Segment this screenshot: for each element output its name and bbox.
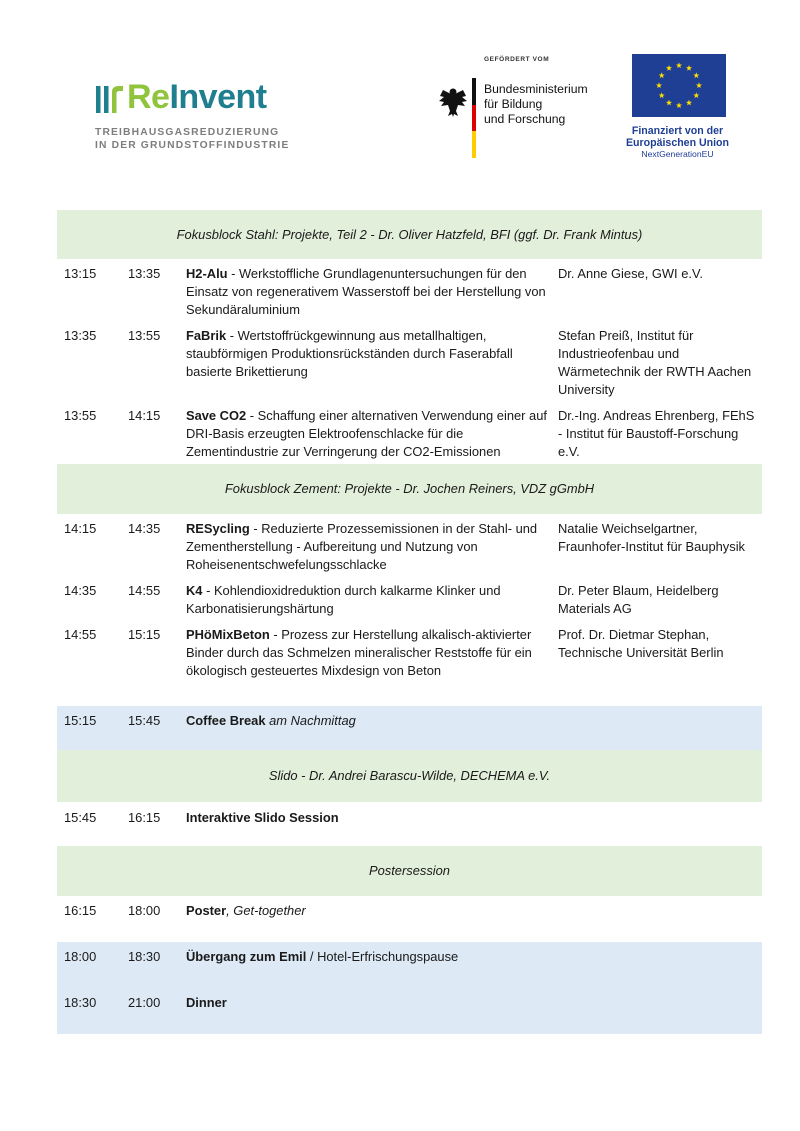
- eu-star-icon: [676, 62, 682, 68]
- block-header-slido: Slido - Dr. Andrei Barascu-Wilde, DECHEMA e.V.: [57, 750, 762, 802]
- eu-star-icon: [693, 72, 699, 78]
- eu-star-icon: [659, 72, 665, 78]
- row-start-time: 18:30: [64, 995, 97, 1010]
- row-start-time: 18:00: [64, 949, 97, 964]
- project-name: K4: [186, 583, 203, 598]
- row-title: [186, 327, 556, 407]
- project-name: PHöMixBeton: [186, 627, 270, 642]
- table-row: [57, 582, 762, 626]
- project-name: Save CO2: [186, 408, 247, 423]
- coffee-break-row: [57, 706, 762, 750]
- eu-logo: [620, 54, 735, 160]
- row-title: [186, 626, 556, 706]
- row-start-time: 14:15: [64, 521, 97, 536]
- block-header-stahl: Fokusblock Stahl: Projekte, Teil 2 - Dr. Oliver Hatzfeld, BFI (ggf. Dr. Frank Mintus): [57, 210, 762, 259]
- project-desc: - Reduzierte Prozessemissionen in der Stahl- und Zementherstellung - Aufbereitung und Nutzung von Roheisenentschwefelungsschlacke: [186, 521, 538, 572]
- project-desc: - Werkstoffliche Grundlagenuntersuchungen für den Einsatz von regenerativem Wasserstoff bei der Herstellung von Sekundäraluminium: [186, 266, 546, 317]
- eu-star-icon: [659, 92, 665, 98]
- block-header-poster: Postersession: [57, 846, 762, 896]
- poster-row: [57, 896, 762, 942]
- project-name: FaBrik: [186, 328, 227, 343]
- project-desc: - Kohlendioxidreduktion durch kalkarme Klinker und Karbonatisierungshärtung: [186, 583, 501, 616]
- row-speaker: Dr.-Ing. Andreas Ehrenberg, FEhS - Institut für Baustoff-Forschung e.V.: [558, 408, 755, 459]
- row-speaker: Natalie Weichselgartner, Fraunhofer-Institut für Bauphysik: [558, 521, 746, 554]
- eu-star-icon: [693, 92, 699, 98]
- row-end-time: 14:15: [128, 408, 161, 423]
- block-header-zement: Fokusblock Zement: Projekte - Dr. Jochen Reiners, VDZ gGmbH: [57, 464, 762, 514]
- row-title: [186, 407, 556, 464]
- reinvent-subtitle-1: TREIBHAUSGASREDUZIERUNG: [95, 127, 280, 138]
- row-end-time: 13:55: [128, 328, 161, 343]
- uebergang-title: Übergang zum Emil: [186, 949, 307, 964]
- slido-title: Interaktive Slido Session: [186, 810, 339, 825]
- row-title: [186, 994, 556, 1034]
- schedule-table: [57, 210, 762, 1034]
- row-title: [186, 712, 556, 750]
- bmbf-gefoerdert: GEFÖRDERT VOM: [484, 56, 550, 63]
- row-title: [186, 265, 556, 327]
- german-flag-stripe: [472, 78, 476, 158]
- row-speaker: Dr. Anne Giese, GWI e.V.: [558, 266, 703, 281]
- row-start-time: 14:35: [64, 583, 97, 598]
- row-end-time: 15:15: [128, 627, 161, 642]
- row-end-time: 15:45: [128, 713, 161, 728]
- eu-caption-1: Finanziert von der: [631, 125, 724, 137]
- row-speaker: Dr. Peter Blaum, Heidelberg Materials AG: [558, 583, 719, 616]
- eu-star-icon: [686, 100, 692, 106]
- row-speaker: Stefan Preiß, Institut für Industrieofenbau und Wärmetechnik der RWTH Aachen University: [558, 328, 752, 397]
- dinner-title: Dinner: [186, 995, 227, 1010]
- row-title: [186, 520, 556, 582]
- row-start-time: 14:55: [64, 627, 97, 642]
- eu-star-icon: [696, 82, 702, 88]
- eu-caption-3: NextGenerationEU: [641, 149, 714, 159]
- eu-star-icon: [686, 65, 692, 71]
- row-start-time: 15:45: [64, 810, 97, 825]
- row-start-time: 15:15: [64, 713, 97, 728]
- reinvent-word-re: Re: [127, 78, 170, 116]
- row-title: [186, 948, 556, 988]
- project-desc: - Wertstoffrückgewinnung aus metallhaltigen, staubförmigen Produktionsrückständen durch Faserabfall basierte Brikettierung: [186, 328, 513, 379]
- eu-caption-2: Europäischen Union: [625, 137, 729, 149]
- reinvent-subtitle-2: IN DER GRUNDSTOFFINDUSTRIE: [95, 140, 290, 151]
- eu-stars-icon: [632, 54, 726, 117]
- table-row: [57, 520, 762, 582]
- project-name: H2-Alu: [186, 266, 228, 281]
- bmbf-logo: [438, 56, 608, 160]
- table-row: [57, 265, 762, 327]
- row-speaker: Prof. Dr. Dietmar Stephan, Technische Universität Berlin: [558, 627, 724, 660]
- row-end-time: 18:30: [128, 949, 161, 964]
- row-end-time: 14:35: [128, 521, 161, 536]
- row-start-time: 13:15: [64, 266, 97, 281]
- row-title: [186, 809, 556, 846]
- table-row: [57, 626, 762, 706]
- row-title: [186, 902, 556, 942]
- row-start-time: 16:15: [64, 903, 97, 918]
- eu-star-icon: [666, 65, 672, 71]
- row-end-time: 21:00: [128, 995, 161, 1010]
- row-title: [186, 582, 556, 626]
- row-start-time: 13:55: [64, 408, 97, 423]
- row-end-time: 14:55: [128, 583, 161, 598]
- row-start-time: 13:35: [64, 328, 97, 343]
- reinvent-word-invent: Invent: [169, 78, 267, 116]
- uebergang-row: [57, 942, 762, 988]
- eu-star-icon: [656, 82, 662, 88]
- eu-star-icon: [666, 100, 672, 106]
- reinvent-logo: [95, 78, 295, 152]
- bmbf-line-2: für Bildung: [484, 97, 543, 111]
- row-end-time: 16:15: [128, 810, 161, 825]
- federal-eagle-icon: [438, 84, 468, 118]
- poster-suffix: , Get-together: [226, 903, 306, 918]
- project-desc: - Prozess zur Herstellung alkalisch-aktivierter Binder durch das Schmelzen mineralischer Reststoffe für ein ökologisch gesteuertes Mixdesign von Beton: [186, 627, 532, 678]
- eu-star-icon: [676, 102, 682, 108]
- row-end-time: 13:35: [128, 266, 161, 281]
- slido-row: [57, 802, 762, 846]
- table-row: [57, 407, 762, 464]
- bmbf-line-1: Bundesministerium: [484, 82, 588, 96]
- coffee-suffix: am Nachmittag: [265, 713, 356, 728]
- bmbf-line-3: und Forschung: [484, 112, 566, 126]
- eu-flag-icon: [632, 54, 726, 117]
- uebergang-suffix: / Hotel-Erfrischungspause: [306, 949, 459, 964]
- dinner-row: [57, 988, 762, 1034]
- poster-title: Poster: [186, 903, 227, 918]
- project-name: RESycling: [186, 521, 250, 536]
- reinvent-mark-icon: [95, 84, 125, 114]
- row-end-time: 18:00: [128, 903, 161, 918]
- coffee-title: Coffee Break: [186, 713, 266, 728]
- table-row: [57, 327, 762, 407]
- project-desc: - Schaffung einer alternativen Verwendung einer auf DRI-Basis erzeugten Elektroofenschlacke für die Zementindustrie zur Verringerung der CO2-Emissionen: [186, 408, 547, 459]
